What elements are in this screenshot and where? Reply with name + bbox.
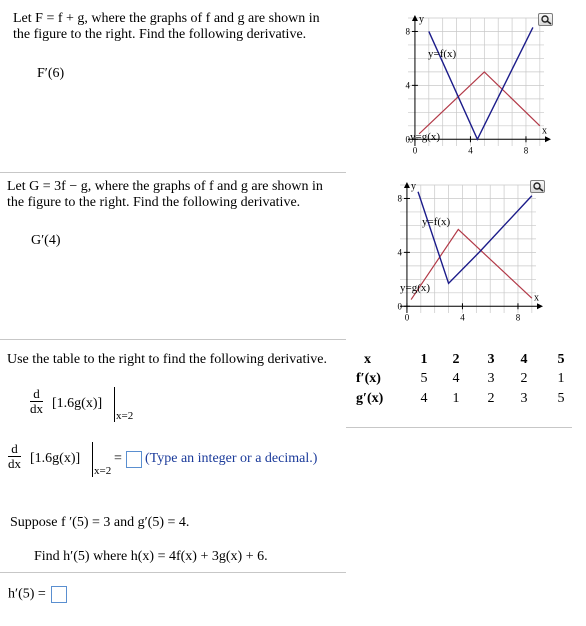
graph2-y-axis-label: y (410, 181, 416, 192)
section-divider-3 (0, 572, 346, 573)
graph1-x-tick-label: 8 (523, 145, 529, 156)
table-header-x: x (364, 352, 371, 367)
table-header-2: 2 (452, 352, 460, 367)
graph1-x-tick-label: 4 (468, 145, 473, 156)
graph1-x-axis-label: x (542, 125, 547, 137)
section-divider-2 (0, 339, 346, 340)
problem4-find: Find h′(5) where h(x) = 4f(x) + 3g(x) + 6. (34, 549, 268, 564)
graph1-y-tick-label: 4 (405, 80, 410, 91)
problem1-line1: Let F = f + g, where the graphs of f and g are shown in (13, 11, 320, 26)
problem4-answer-row (8, 586, 67, 603)
answer-hint: (Type an integer or a decimal.) (145, 451, 318, 466)
graph1-f-label: y=f(x) (428, 48, 457, 60)
equals-sign: = (114, 451, 122, 466)
problem1-line2: the figure to the right. Find the following derivative. (13, 27, 307, 42)
table-cell: 2 (520, 371, 528, 386)
graph2-y-tick-label: 4 (397, 247, 402, 258)
table-cell: 3 (520, 391, 528, 406)
graph2-y-tick-label: 8 (397, 193, 402, 204)
graph2-x-tick-label: 0 (404, 312, 410, 323)
graph2-f-label: y=f(x) (422, 216, 451, 228)
table-row-label: g′(x) (356, 391, 384, 406)
deriv-denominator-2: dx (8, 456, 21, 471)
graph1-f-line (429, 27, 533, 139)
problem2-line2: the figure to the right. Find the following derivative. (7, 195, 301, 210)
problem1-text (13, 11, 320, 43)
eval-bar-2 (92, 442, 93, 477)
problem1-graph (384, 10, 554, 170)
table-divider (346, 427, 572, 428)
table-cell: 2 (487, 391, 495, 406)
deriv-numerator: d (33, 386, 40, 401)
zoom-icon-2[interactable] (530, 180, 545, 193)
graph2-g-label: y=g(x) (400, 282, 431, 294)
graph1-y-axis-label: y (418, 14, 424, 25)
problem2-text (7, 179, 323, 211)
table-header-3: 3 (487, 352, 495, 367)
problem3-answer-row (8, 438, 348, 483)
graph1-y-tick-label: 0 (405, 134, 410, 145)
graph2-x-tick-label: 4 (460, 312, 465, 323)
graph1-x-arrow (545, 136, 551, 142)
graph1-x-tick-label: 0 (412, 145, 418, 156)
table-cell: 1 (557, 371, 565, 386)
problem1-expression: F′(6) (37, 66, 65, 81)
answer-input-2[interactable] (51, 586, 67, 603)
problem2-expression: G′(4) (31, 233, 61, 248)
deriv-body: [1.6g(x)] (52, 396, 103, 411)
table-cell: 4 (452, 371, 460, 386)
eval-subscript: x=2 (116, 410, 134, 422)
problem2-graph (376, 177, 546, 337)
answer-label: h′(5) = (8, 586, 46, 602)
graph1-g-label: y=g(x) (410, 131, 441, 143)
table-cell: 3 (487, 371, 495, 386)
table-header-1: 1 (420, 352, 428, 367)
section-divider (0, 172, 346, 173)
graph2-x-axis-label: x (534, 292, 539, 304)
problem4-given: Suppose f ′(5) = 3 and g′(5) = 4. (10, 515, 190, 530)
table-cell: 5 (420, 371, 428, 386)
table-header-4: 4 (520, 352, 528, 367)
graph2-x-tick-label: 8 (515, 312, 521, 323)
eval-bar (114, 387, 115, 422)
graph2-x-arrow (537, 303, 543, 309)
zoom-icon[interactable] (538, 13, 553, 26)
table-cell: 1 (452, 391, 460, 406)
graph1-y-tick-label: 8 (405, 26, 410, 37)
problem2-line1: Let G = 3f − g, where the graphs of f and g are shown in (7, 179, 323, 194)
graph2-y-tick-label: 0 (397, 301, 402, 312)
table-cell: 4 (420, 391, 428, 406)
graph2-f-line (418, 192, 532, 284)
problem3-instruction: Use the table to the right to find the following derivative. (7, 352, 327, 367)
problem3-derivative-display (30, 383, 150, 428)
answer-input-1[interactable] (126, 451, 142, 468)
table-cell: 5 (557, 391, 565, 406)
deriv-numerator-2: d (11, 441, 18, 456)
deriv-denominator: dx (30, 401, 43, 416)
graph1-g-line (419, 72, 540, 134)
deriv-body-2: [1.6g(x)] (30, 451, 81, 466)
table-header-5: 5 (557, 352, 565, 367)
eval-subscript-2: x=2 (94, 465, 112, 477)
table-row-label: f′(x) (356, 371, 381, 386)
